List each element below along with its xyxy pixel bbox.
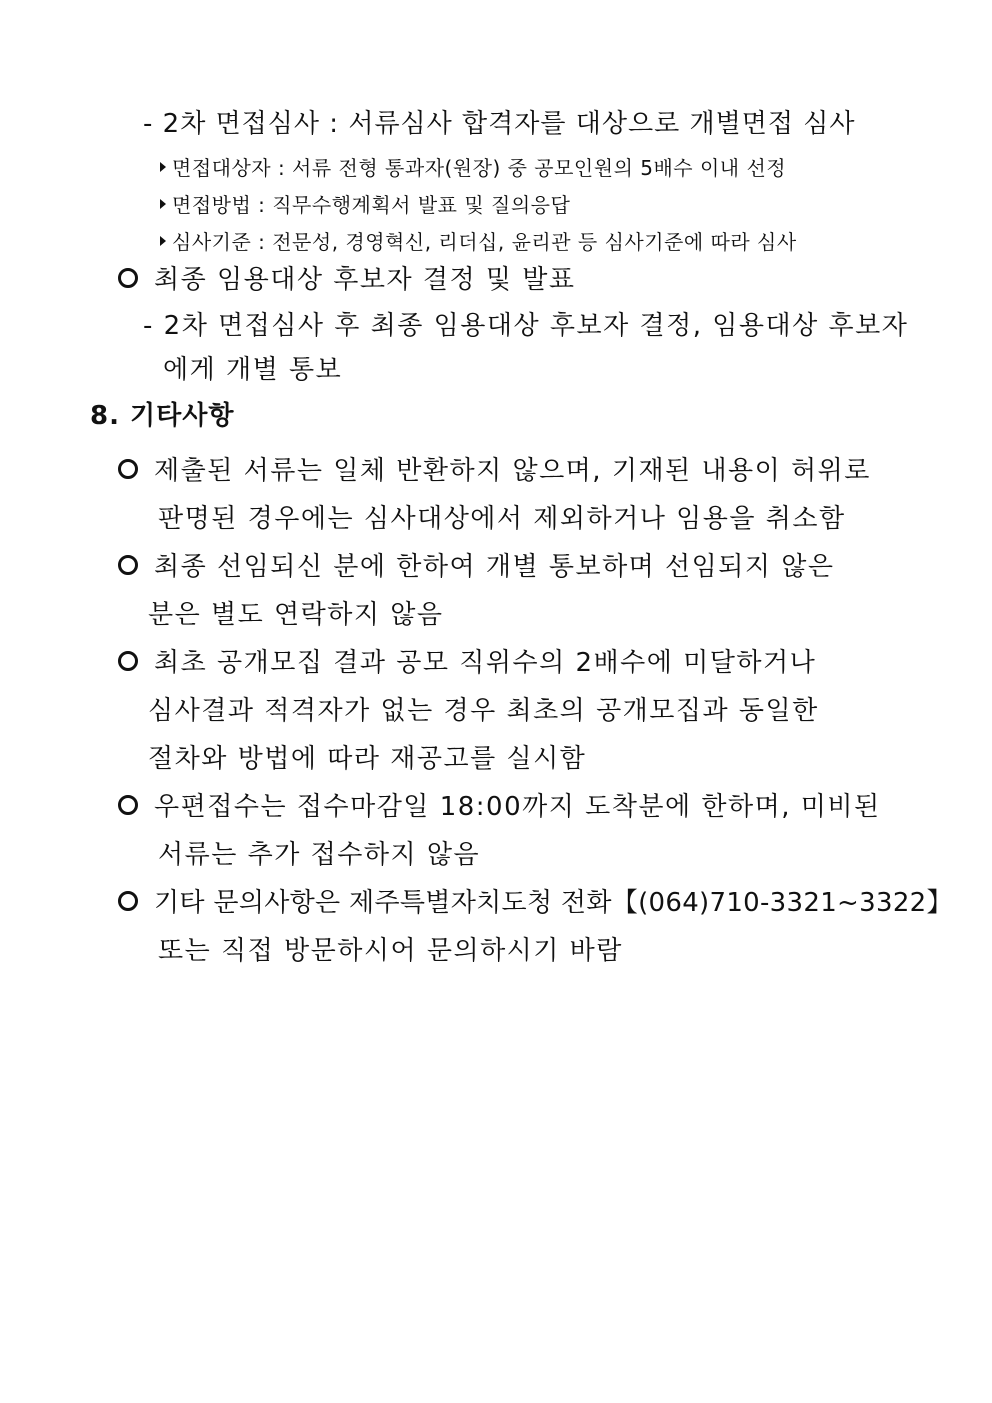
circle-bullet-icon [118,555,138,575]
section-title: 8. 기타사항 [90,401,235,431]
list-item-continuation: 또는 직접 방문하시어 문의하시기 바람 [158,936,623,966]
list-item: 기타 문의사항은 제주특별자치도청 전화【(064)710-3321~3322】 [118,888,953,919]
interview-item: 심사기준 : 전문성, 경영혁신, 리더십, 윤리관 등 심사기준에 따라 심사 [160,230,797,254]
final-decision-line: - 2차 면접심사 후 최종 임용대상 후보자 결정, 임용대상 후보자 [143,311,909,341]
list-item: 제출된 서류는 일체 반환하지 않으며, 기재된 내용이 허위로 [118,456,871,487]
interview-item: 면접대상자 : 서류 전형 통과자(원장) 중 공모인원의 5배수 이내 선정 [160,156,786,180]
list-item-continuation: 절차와 방법에 따라 재공고를 실시함 [148,744,587,774]
interview-item: 면접방법 : 직무수행계획서 발표 및 질의응답 [160,193,570,217]
circle-bullet-icon [118,459,138,479]
triangle-bullet-icon [160,236,166,246]
list-item-continuation: 판명된 경우에는 심사대상에서 제외하거나 임용을 취소함 [158,504,846,534]
list-item: 최종 선임되신 분에 한하여 개별 통보하며 선임되지 않은 [118,552,835,583]
final-decision-line: 에게 개별 통보 [163,355,343,385]
final-decision-heading: 최종 임용대상 후보자 결정 및 발표 [118,265,575,296]
interview-stage-line: - 2차 면접심사 : 서류심사 합격자를 대상으로 개별면접 심사 [143,109,856,139]
list-item: 우편접수는 접수마감일 18:00까지 도착분에 한하며, 미비된 [118,792,881,823]
circle-bullet-icon [118,268,138,288]
list-item-continuation: 서류는 추가 접수하지 않음 [158,840,481,870]
circle-bullet-icon [118,651,138,671]
circle-bullet-icon [118,891,138,911]
triangle-bullet-icon [160,162,166,172]
circle-bullet-icon [118,795,138,815]
triangle-bullet-icon [160,199,166,209]
list-item-continuation: 분은 별도 연락하지 않음 [148,600,444,630]
list-item-continuation: 심사결과 적격자가 없는 경우 최초의 공개모집과 동일한 [148,696,819,726]
list-item: 최초 공개모집 결과 공모 직위수의 2배수에 미달하거나 [118,648,816,679]
